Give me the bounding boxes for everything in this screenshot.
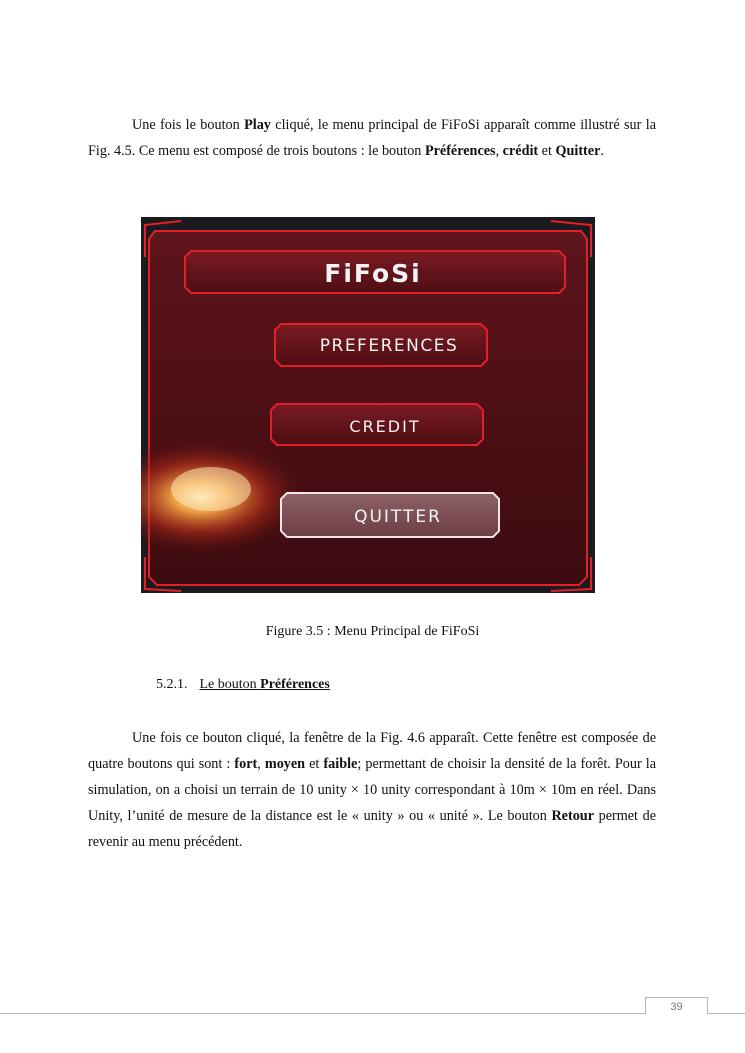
menu-screenshot-figure [141, 217, 595, 593]
section-number: 5.2.1. [156, 677, 188, 692]
credit-label: CREDIT [349, 417, 421, 436]
section-heading [156, 677, 330, 693]
paragraph-preferences: Une fois ce bouton cliqué, la fenêtre de la Fig. 4.6 apparaît. Cette fenêtre est composée de quatre boutons qui sont : fort, moyen et faible; permettant de choisir la densité de la forêt. Pour la simulation, on a choisi un terrain de 10 unity × 10 unity correspondant à 10m × 10m en réel. Dans Unity, l’unité de mesure de la distance est le « unity » ou « unité ». Le bouton Retour permet de revenir au menu précédent. [88, 730, 656, 850]
figure-caption: Figure 3.5 : Menu Principal de FiFoSi [265, 624, 480, 639]
preferences-label: PREFERENCES [319, 336, 459, 356]
menu-title: FiFoSi [324, 259, 422, 288]
section-title: Le bouton Préférences [199, 677, 330, 692]
paragraph-menu-intro: Une fois le bouton Play cliqué, le menu principal de FiFoSi apparaît comme illustré sur la Fig. 4.5. Ce menu est composé de trois boutons : le bouton Préférences, crédit et Quitter. [88, 117, 656, 159]
menu-screenshot [141, 217, 595, 593]
footer-divider [0, 1013, 745, 1014]
quitter-label: QUITTER [354, 507, 442, 527]
page-number: 39 [645, 997, 708, 1014]
